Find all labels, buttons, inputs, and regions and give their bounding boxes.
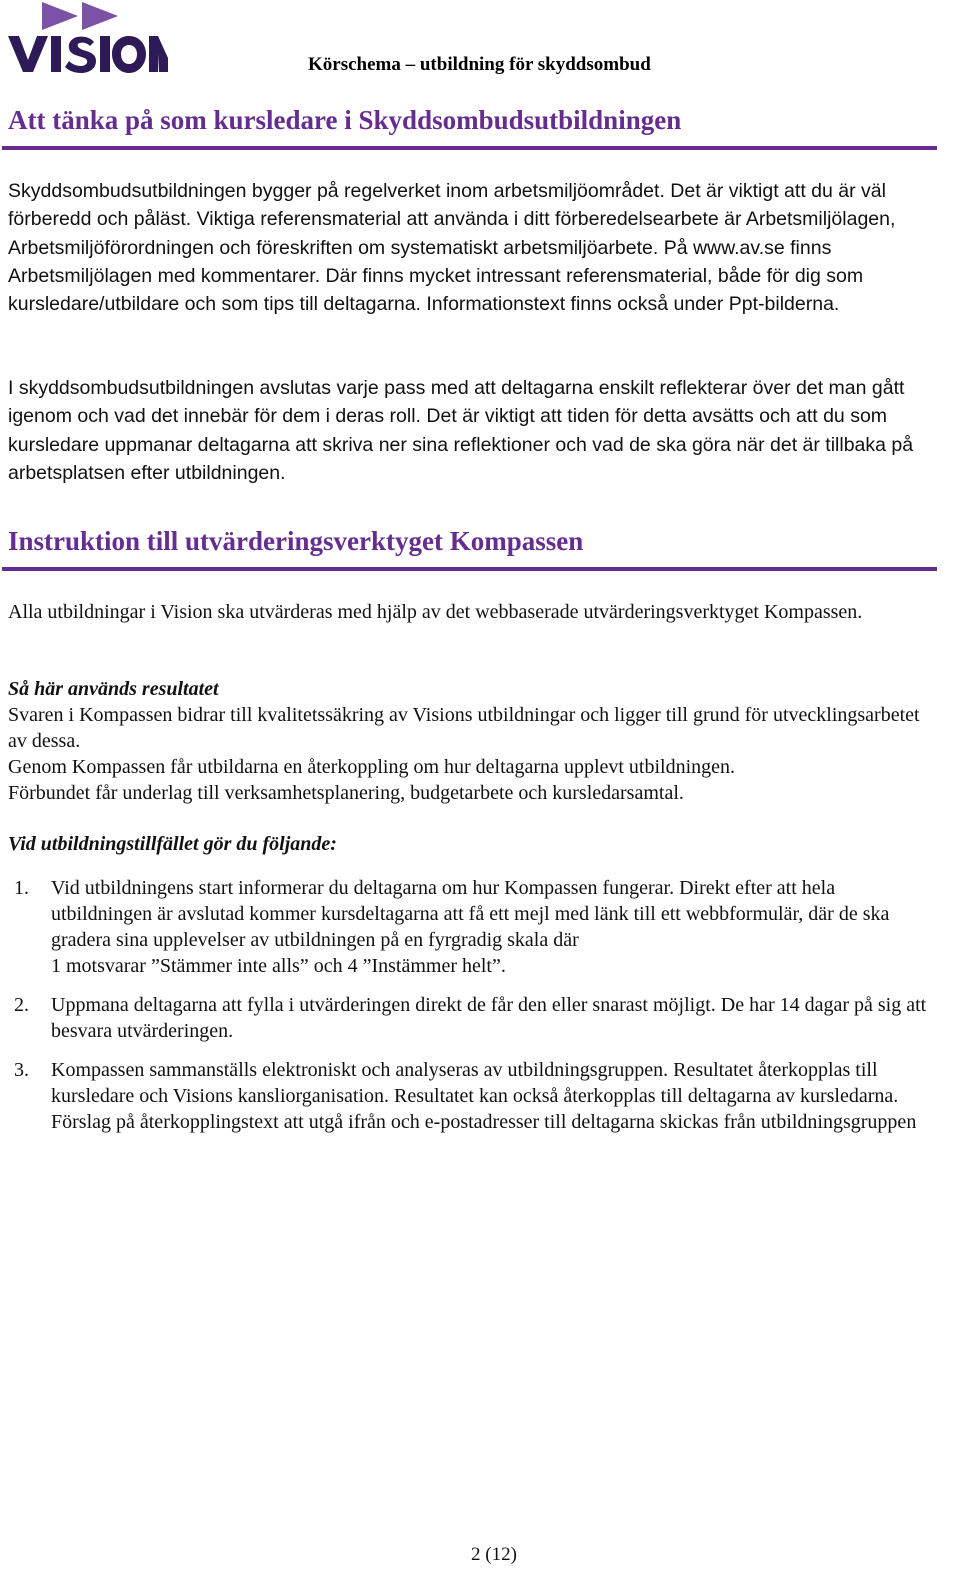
logo-letter-n bbox=[149, 36, 168, 72]
section-kursledare bbox=[8, 103, 938, 137]
subheading-resultatet: Så här används resultatet bbox=[8, 678, 219, 700]
list-item-number: 2. bbox=[14, 994, 29, 1016]
line-underlag: Förbundet får underlag till verksamhetsplanering, budgetarbete och kursledarsamtal. bbox=[8, 782, 684, 804]
subheading-utbildningstillfallet: Vid utbildningstillfället gör du följande: bbox=[8, 833, 337, 855]
heading-rule bbox=[2, 146, 937, 150]
paragraph-intro-kompassen: Alla utbildningar i Vision ska utvärderas med hjälp av det webbaserade utvärderingsverktyget Kompassen. bbox=[8, 601, 863, 623]
section-heading-kursledare: Att tänka på som kursledare i Skyddsombudsutbildningen bbox=[8, 105, 682, 135]
list-item bbox=[8, 992, 938, 1044]
logo-letter-v bbox=[8, 36, 48, 72]
list-item-text: Kompassen sammanställs elektroniskt och analyseras av utbildningsgruppen. Resultatet återkopplas till kursledare och Visions kansliorganisation. Resultatet kan också återkopplas till deltagarna av kursledarna. Förslag på återkopplingstext att utgå ifrån och e-postadresser till deltagarna skickas från utbildningsgruppen bbox=[51, 1059, 917, 1133]
logo-arrow-right-icon bbox=[82, 2, 118, 30]
paragraph-regelverk: Skyddsombudsutbildningen bygger på regelverket inom arbetsmiljöområdet. Det är viktigt att du är väl förberedd och påläst. Viktiga referensmaterial att använda i ditt förberedelsearbete är Arbetsmiljölagen, Arbetsmiljöförordningen och föreskriften om systematiskt arbetsmiljöarbete. På www.av.se finns Arbetsmiljölagen med kommentarer. Där finns mycket intressant referensmaterial, både för dig som kursledare/utbildare och som tips till deltagarna. Informationstext finns också under Ppt-bilderna. bbox=[8, 180, 896, 316]
section-heading-kompassen: Instruktion till utvärderingsverktyget Kompassen bbox=[8, 526, 584, 556]
heading-rule bbox=[2, 567, 937, 571]
list-item-text-scale: 1 motsvarar ”Stämmer inte alls” och 4 ”Instämmer helt”. bbox=[51, 955, 506, 977]
paragraph-reflektion: I skyddsombudsutbildningen avslutas varje pass med att deltagarna enskilt reflekterar över det man gått igenom och vad det innebär för dem i deras roll. Det är viktigt att tiden för detta avsätts och att du som kursledare uppmanar deltagarna att skriva ner sina reflektioner och vad de ska göra när det är tillbaka på arbetsplatsen efter utbildningen. bbox=[8, 377, 914, 484]
instruction-list bbox=[8, 875, 938, 1148]
logo-letter-o bbox=[112, 36, 146, 73]
list-item-number: 3. bbox=[14, 1059, 29, 1081]
list-item bbox=[8, 875, 938, 979]
page-number: 2 (12) bbox=[471, 1544, 517, 1565]
logo-letter-i2 bbox=[100, 36, 110, 72]
list-item-number: 1. bbox=[14, 877, 29, 899]
list-item-text: Vid utbildningens start informerar du deltagarna om hur Kompassen fungerar. Direkt efter att hela utbildningen är avslutad kommer kursdeltagarna att få ett mejl med länk till ett webbformulär, där de ska gradera sina upplevelser av utbildningen på en fyrgradig skala där bbox=[51, 877, 890, 951]
document-header-title: Körschema – utbildning för skyddsombud bbox=[308, 54, 651, 75]
vision-logo bbox=[6, 2, 168, 74]
line-kvalitetssakring: Svaren i Kompassen bidrar till kvalitetssäkring av Visions utbildningar och ligger till grund för utvecklingsarbetet av dessa. bbox=[8, 704, 920, 752]
logo-arrow-left-icon bbox=[42, 2, 78, 30]
logo-letter-s bbox=[65, 37, 96, 73]
list-item bbox=[8, 1057, 938, 1135]
line-aterkoppling: Genom Kompassen får utbildarna en återkoppling om hur deltagarna upplevt utbildningen. bbox=[8, 756, 736, 778]
logo-letter-i bbox=[51, 36, 61, 72]
section-kompassen bbox=[8, 524, 938, 558]
list-item-text: Uppmana deltagarna att fylla i utvärderingen direkt de får den eller snarast möjligt. De har 14 dagar på sig att besvara utvärderingen. bbox=[51, 994, 927, 1042]
